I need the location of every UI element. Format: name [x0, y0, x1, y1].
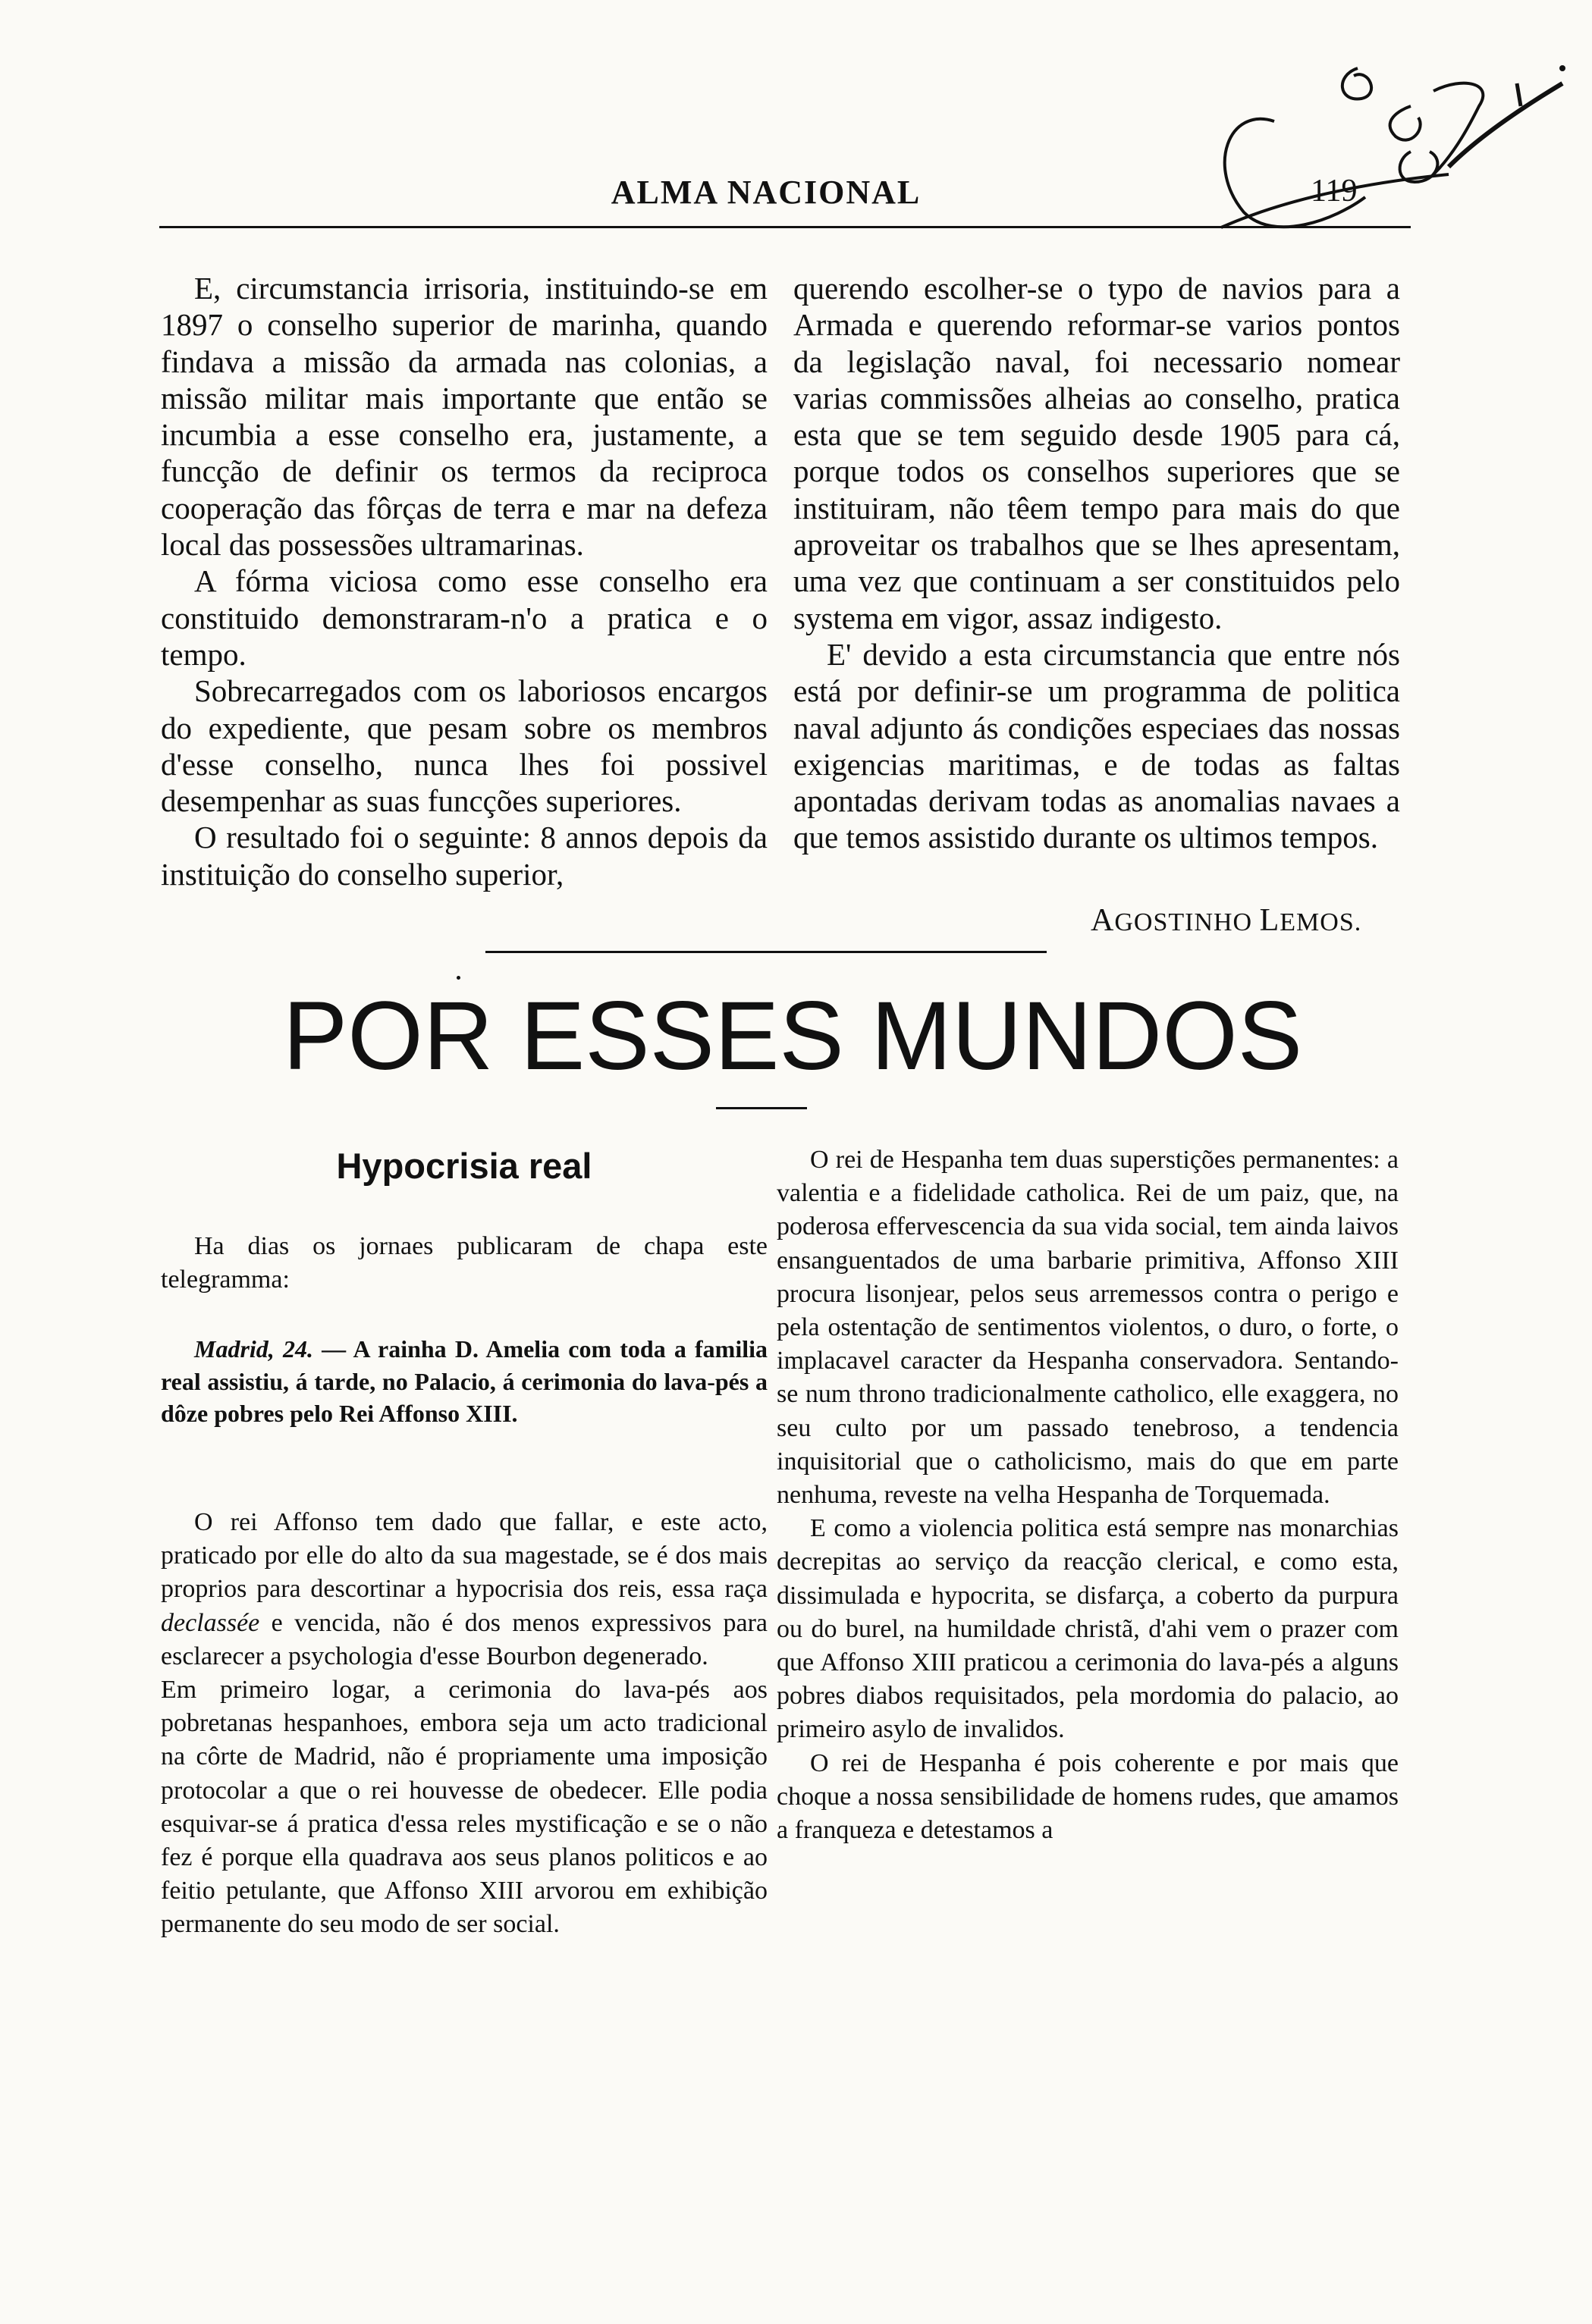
author-first-name: GOSTINHO — [1114, 908, 1253, 936]
section-title-rule — [716, 1107, 807, 1109]
page-number: 119 — [1311, 174, 1358, 209]
article1-right-column — [793, 270, 1400, 856]
article2-intro — [161, 1230, 768, 1297]
section-title: POR ESSES MUNDOS — [282, 982, 1303, 1090]
paragraph: O resultado foi o seguinte: 8 annos depois da instituição do conselho superior, — [161, 820, 768, 892]
article2-left-column — [161, 1506, 768, 1942]
paragraph: Sobrecarregados com os laboriosos encargos do expediente, que pesam sobre os membros d'esse conselho, nunca lhes foi possivel desempenhar as suas funcções superiores. — [161, 673, 768, 819]
paragraph: O rei de Hespanha tem duas superstições permanentes: a valentia e a fidelidade catholica. Rei de um paiz, que, na poderosa effervescencia da sua vida social, tem ainda laivos ensanguentados de uma barbarie primitiva, Affonso XIII procura lisonjear, pelos seus arremessos contra o perigo e pela ostentação de sentimentos violentos, o duro, o forte, o implacavel caracter da Hespanha conservadora. Sentando-se num throno tradicionalmente catholico, elle exaggera, no seu culto por um passado tenebroso, a tendencia inquisitorial que o catholicismo, mais do que em parte nenhuma, reveste na velha Hespanha de Torquemada. — [777, 1146, 1399, 1510]
running-header-title: ALMA NACIONAL — [611, 174, 922, 211]
paragraph: O rei de Hespanha é pois coherente e por mais que choque a nossa sensibilidade de homens rudes, que amamos a franqueza e detestamos a — [777, 1748, 1399, 1845]
author-initial: L — [1259, 903, 1280, 938]
paragraph: E' devido a esta circumstancia que entre nós está por definir-se um programma de politica naval adjunto ás condições especiaes das nossas exigencias maritimas, e de todas as faltas apontadas derivam todas as anomalias navaes a que temos assistido durante os ultimos tempos. — [793, 636, 1400, 855]
article2-right-column — [777, 1143, 1399, 1847]
handwritten-signature — [1160, 53, 1585, 250]
paragraph: Ha dias os jornaes publicaram de chapa este telegramma: — [161, 1232, 768, 1294]
paragraph: querendo escolher-se o typo de navios para a Armada e querendo reformar-se varios pontos da legislação naval, foi necessario nomear varias commissões alheias ao conselho, pratica esta que se tem seguido desde 1905 para cá, porque todos os conselhos superiores que se instituiram, não têem tempo para mais do que aproveitar os trabalhos que se lhes apresentam, uma vez que continuam a ser constituidos pelo systema em vigor, assaz indigesto. — [793, 271, 1400, 635]
paragraph: Em primeiro logar, a cerimonia do lava-pés aos pobretanas hespanhoes, embora seja um acto tradicional na côrte de Madrid, não é propriamente uma imposição protocolar a que o rei houvesse de obedecer. Elle podia esquivar-se á pratica d'essa reles mystificação e se o não fez é porque ella quadrava aos seus planos politicos e ao feitio petulante, que Affonso XIII arvorou em exhibição permanente do seu modo de ser social. — [161, 1676, 768, 1939]
article1-left-column — [161, 270, 768, 892]
telegram-text: — A rainha D. Amelia com toda a familia real assistiu, á tarde, no Palacio, á cerimonia do lava-pés a dôze pobres pelo Rei Affonso XIII. — [161, 1335, 768, 1427]
paragraph: E como a violencia politica está sempre nas monarchias decrepitas ao serviço da reacção clerical, e como esta, dissimulada e hypocrita, se disfarça, a coberto da purpura ou do burel, na humildade christã, d'ahi vem o prazer com que Affonso XIII praticou a cerimonia do lava-pés a alguns pobres diabos requisitados, pela mordomia do palacio, ao primeiro asylo de invalidos. — [777, 1514, 1399, 1744]
paragraph: A fórma viciosa como esse conselho era constituido demonstraram-n'o a pratica e o tempo. — [161, 563, 768, 672]
section-separator — [485, 951, 1047, 953]
paragraph — [161, 1506, 768, 1673]
telegram-quote — [161, 1333, 768, 1430]
article1-author — [1091, 902, 1361, 939]
paragraph: E, circumstancia irrisoria, instituindo-se em 1897 o conselho superior de marinha, quando findava a missão da armada nas colonias, a missão militar mais importante que então se incumbia a esse conselho era, justamente, a funcção de definir os termos da reciproca cooperação das fôrças de terra e mar na defeza local das possessões ultramarinas. — [161, 271, 768, 563]
text-run: e vencida, não é dos menos expressivos para esclarecer a psychologia d'esse Bourbon degenerado. — [161, 1608, 768, 1670]
author-last-name: EMOS. — [1280, 908, 1362, 936]
dateline-place: Madrid, 24. — [194, 1335, 313, 1363]
article2-title: Hypocrisia real — [336, 1146, 592, 1186]
text-run: O rei Affonso tem dado que fallar, e este acto, praticado por elle do alto da sua magestade, se é dos mais proprios para descortinar a hypocrisia dos reis, essa raça — [161, 1508, 768, 1604]
author-initial: A — [1091, 903, 1115, 938]
italic-term: declassée — [161, 1608, 260, 1637]
